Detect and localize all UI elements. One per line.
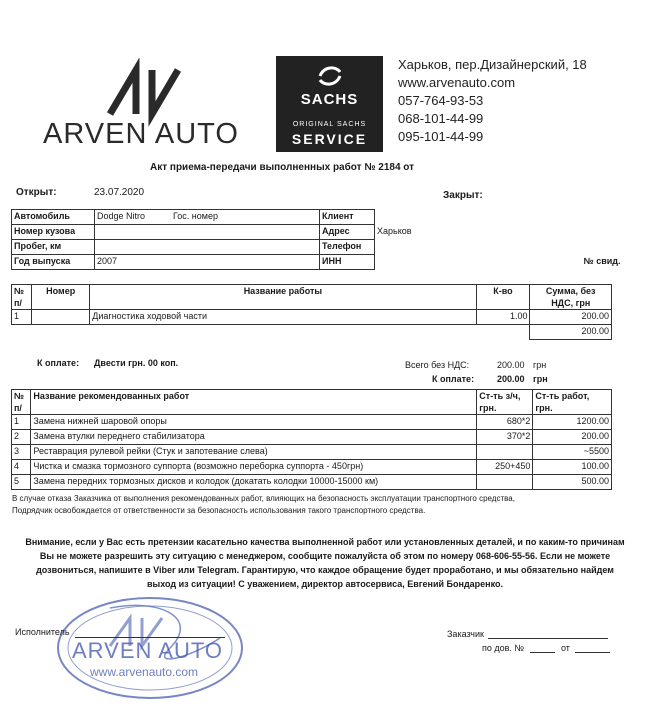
rec-col-name: Название рекомендованных работ — [31, 390, 477, 415]
rec-col-no — [12, 390, 31, 415]
liability-notes — [12, 493, 637, 517]
attention-line-3: дозвониться, напишите в Viber или Telegram. Гарантирую, что каждое обращение будет проработано, и мы обязательно найдем — [36, 565, 614, 575]
rec-row-parts — [477, 445, 533, 460]
rec-row-name: Замена передних тормозных дисков и колодок (докатать колодки 10000-15000 км) — [31, 475, 477, 490]
power-date-line — [575, 652, 610, 653]
vehicle-table — [11, 209, 639, 270]
address: Харьков, пер.Дизайнерский, 18 — [398, 57, 587, 72]
website: www.arvenauto.com — [398, 75, 516, 90]
col-no-text2: п/ — [14, 298, 22, 308]
attention-line-4: выход из ситуации! С уважением, директор автосервиса, Евгений Бондаренко. — [146, 579, 504, 589]
car-label: Автомобиль — [12, 210, 95, 225]
phone-3: 095-101-44-99 — [398, 129, 484, 144]
rec-row-name: Замена нижней шаровой опоры — [31, 415, 477, 430]
to-pay-words: Двести грн. 00 коп. — [94, 358, 179, 368]
rec-row-name: Чистка и смазка тормозного суппорта (возможно переборка суппорта - 450грн) — [31, 460, 477, 475]
address-value: Харьков — [377, 225, 412, 236]
rec-row-parts — [477, 475, 533, 490]
executor-label: Исполнитель — [15, 627, 70, 637]
client-value — [375, 210, 639, 225]
sachs-subtitle: ORIGINAL SACHS — [292, 121, 367, 128]
rec-row-parts: 250+450 — [477, 460, 533, 475]
rec-row-work: 200.00 — [533, 430, 612, 445]
stamp-text: ARVEN AUTO — [72, 638, 224, 663]
table-row — [12, 430, 612, 445]
notes-line-1: В случае отказа Заказчика от выполнения рекомендованных работ, влияющих на безопасность эксплуатации транспортного средства, — [12, 494, 515, 503]
body-label: Номер кузова — [12, 225, 95, 240]
rec-row-parts: 370*2 — [477, 430, 533, 445]
table-row — [12, 475, 612, 490]
table-row — [12, 310, 612, 325]
opened-date: 23.07.2020 — [94, 187, 145, 198]
customer-signature-line — [488, 638, 608, 639]
row-sum: 200.00 — [530, 310, 612, 325]
col-sum-text: Сумма, без — [545, 286, 596, 296]
table-row — [12, 460, 612, 475]
table-row — [12, 415, 612, 430]
logo-text: ARVEN AUTO — [43, 118, 239, 150]
year-value: 2007 — [95, 255, 320, 270]
cert-label: № свид. — [583, 255, 621, 266]
client-label: Клиент — [320, 210, 375, 225]
notes-line-2: Подрядчик освобождается от ответственности за безопасность использования такого транспортного средства. — [12, 506, 426, 515]
mileage-label: Пробег, км — [12, 240, 95, 255]
body-value — [95, 225, 320, 240]
rec-row-no: 5 — [12, 475, 31, 490]
doc-title: Акт приема-передачи выполненных работ № 2184 от — [150, 162, 415, 173]
rec-col-parts-text: Ст-ть з/ч, — [479, 391, 521, 401]
sachs-emblem-icon — [316, 64, 344, 88]
phone-value — [375, 240, 639, 255]
rec-col-work — [533, 390, 612, 415]
stamp-site: www.arvenauto.com — [90, 665, 199, 679]
rec-col-work-text: Ст-ть работ, — [535, 391, 590, 401]
rec-row-no: 1 — [12, 415, 31, 430]
col-sum — [530, 285, 612, 310]
mileage-value — [95, 240, 320, 255]
inn-label: ИНН — [320, 255, 375, 270]
customer-label: Заказчик — [447, 629, 484, 639]
row-no: 1 — [12, 310, 32, 325]
year-label: Год выпуска — [12, 255, 95, 270]
attention-block — [15, 535, 635, 591]
phone-2: 068-101-44-99 — [398, 111, 484, 126]
rec-row-name: Реставрация рулевой рейки (Стук и запотевание слева) — [31, 445, 477, 460]
phone-label: Телефон — [320, 240, 375, 255]
to-pay-label: К оплате: — [37, 358, 80, 368]
closed-label: Закрыт: — [443, 190, 483, 201]
opened-label: Открыт: — [16, 187, 57, 198]
rec-row-work: 1200.00 — [533, 415, 612, 430]
currency-1: грн — [533, 360, 547, 370]
attention-line-1: Внимание, если у Вас есть претензии касательно качества выполненной работ или установленных деталей, и по каким-то причинам — [25, 537, 625, 547]
executor-signature-line — [75, 637, 225, 638]
sachs-service: SERVICE — [291, 131, 368, 147]
car-value-text: Dodge Nitro — [97, 211, 146, 221]
col-sum-text2: НДС, грн — [551, 298, 591, 308]
col-num: Номер — [32, 285, 90, 310]
contacts-block — [398, 56, 587, 146]
rec-row-no: 3 — [12, 445, 31, 460]
table-row — [12, 445, 612, 460]
works-table — [11, 284, 612, 340]
rec-row-work: 500.00 — [533, 475, 612, 490]
currency-2: грн — [533, 374, 548, 384]
row-num — [32, 310, 90, 325]
from-label: от — [561, 643, 570, 653]
rec-row-no: 2 — [12, 430, 31, 445]
to-pay-value: 200.00 — [497, 374, 525, 384]
address-label: Адрес — [320, 225, 375, 240]
col-name: Название работы — [90, 285, 476, 310]
plate-label: Гос. номер — [173, 211, 218, 221]
rec-col-parts — [477, 390, 533, 415]
total-no-vat-value: 200.00 — [497, 360, 525, 370]
attention-line-2: Вы не можете разрешить эту ситуацию с менеджером, сообщите пожалуйста об этом по номеру 068-606-55-56. Если не можете — [39, 551, 611, 561]
car-value — [95, 210, 320, 225]
col-no-text: № — [14, 286, 25, 296]
rec-col-no-text2: п/ — [14, 403, 22, 413]
total-spacer — [12, 325, 530, 340]
rec-row-parts: 680*2 — [477, 415, 533, 430]
total-no-vat-label: Всего без НДС: — [405, 360, 470, 370]
rec-row-work: 100.00 — [533, 460, 612, 475]
rec-row-work: ~5500 — [533, 445, 612, 460]
recommended-table — [11, 389, 612, 490]
rec-row-name: Замена втулки переднего стабилизатора — [31, 430, 477, 445]
works-total: 200.00 — [530, 325, 612, 340]
rec-col-no-text: № — [14, 391, 25, 401]
to-pay-label-2: К оплате: — [432, 374, 475, 384]
row-name: Диагностика ходовой части — [90, 310, 476, 325]
col-no — [12, 285, 32, 310]
sachs-service-logo — [276, 56, 383, 152]
col-qty: К-во — [476, 285, 530, 310]
sachs-brand: SACHS — [300, 91, 359, 108]
row-qty: 1.00 — [476, 310, 530, 325]
rec-col-work-text2: грн. — [535, 403, 553, 413]
by-power-label: по дов. № — [482, 643, 525, 653]
power-number-line — [530, 652, 555, 653]
rec-col-parts-text2: грн. — [479, 403, 497, 413]
rec-row-no: 4 — [12, 460, 31, 475]
phone-1: 057-764-93-53 — [398, 93, 484, 108]
